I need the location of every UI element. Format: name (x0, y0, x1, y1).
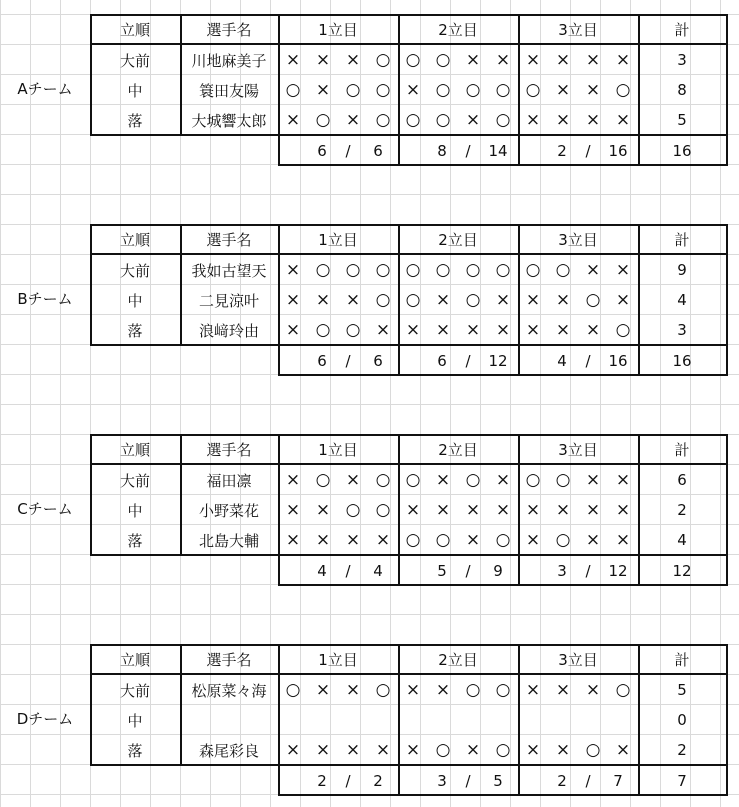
miss-mark: × (315, 680, 331, 700)
empty-mark (338, 705, 368, 735)
round-2-hits: 3 (437, 772, 447, 790)
shooting-position: 中 (127, 711, 143, 730)
miss-mark: × (525, 50, 541, 70)
hit-mark: ○ (435, 80, 451, 100)
grid-line (518, 224, 520, 376)
row-total: 4 (677, 531, 687, 549)
hit-mark: ○ (375, 470, 391, 490)
player-name: 川地麻美子 (191, 51, 267, 70)
grid-line (278, 794, 728, 796)
miss-mark: × (435, 680, 451, 700)
header-round-3: 3立目 (558, 20, 598, 39)
header-order: 立順 (119, 650, 150, 669)
empty-mark (368, 705, 398, 735)
team-total: 16 (672, 142, 692, 160)
miss-mark: × (435, 470, 451, 490)
miss-mark: × (495, 500, 511, 520)
shooting-position: 落 (127, 741, 143, 760)
team-block (0, 644, 739, 796)
miss-mark: × (345, 530, 361, 550)
slash: / (465, 772, 471, 790)
hit-mark: ○ (375, 50, 391, 70)
miss-mark: × (405, 680, 421, 700)
grid-line (278, 374, 728, 376)
miss-mark: × (345, 110, 361, 130)
miss-mark: × (315, 500, 331, 520)
round-1-cumulative: 4 (373, 562, 383, 580)
miss-mark: × (585, 110, 601, 130)
round-2-cumulative: 12 (488, 352, 508, 370)
round-3-cumulative: 16 (608, 142, 628, 160)
round-3-hits: 2 (557, 142, 567, 160)
team-label: Dチーム (16, 710, 74, 728)
miss-mark: × (555, 680, 571, 700)
miss-mark: × (435, 320, 451, 340)
miss-mark: × (285, 740, 301, 760)
miss-mark: × (525, 320, 541, 340)
grid-line (90, 434, 728, 436)
miss-mark: × (555, 80, 571, 100)
hit-mark: ○ (375, 260, 391, 280)
hit-mark: ○ (465, 290, 481, 310)
row-total: 2 (677, 741, 687, 759)
grid-line (726, 224, 728, 376)
round-2-hits: 6 (437, 352, 447, 370)
row-total: 4 (677, 291, 687, 309)
grid-line (90, 644, 728, 646)
empty-mark (428, 705, 458, 735)
player-name: 松原菜々海 (191, 681, 267, 700)
miss-mark: × (315, 50, 331, 70)
grid-line (278, 224, 280, 376)
miss-mark: × (615, 740, 631, 760)
grid-line (90, 554, 728, 556)
miss-mark: × (555, 50, 571, 70)
grid-line (278, 644, 280, 796)
grid-line (518, 14, 520, 166)
player-name: 小野菜花 (198, 501, 259, 520)
slash: / (345, 562, 351, 580)
hit-mark: ○ (375, 80, 391, 100)
header-round-2: 2立目 (438, 650, 478, 669)
player-name: 森尾彩良 (198, 741, 259, 760)
grid-line (90, 14, 92, 136)
round-2-cumulative: 14 (488, 142, 508, 160)
header-total: 計 (674, 650, 690, 669)
slash: / (465, 562, 471, 580)
miss-mark: × (495, 290, 511, 310)
shooting-position: 大前 (119, 681, 150, 700)
grid-line (278, 584, 728, 586)
header-round-2: 2立目 (438, 440, 478, 459)
miss-mark: × (405, 320, 421, 340)
hit-mark: ○ (315, 110, 331, 130)
hit-mark: ○ (495, 740, 511, 760)
grid-line (90, 224, 728, 226)
row-total: 8 (677, 81, 687, 99)
row-total: 6 (677, 471, 687, 489)
hit-mark: ○ (435, 740, 451, 760)
grid-line (90, 673, 728, 675)
miss-mark: × (615, 290, 631, 310)
row-total: 5 (677, 681, 687, 699)
miss-mark: × (285, 500, 301, 520)
miss-mark: × (345, 470, 361, 490)
hit-mark: ○ (465, 260, 481, 280)
slash: / (585, 562, 591, 580)
header-round-3: 3立目 (558, 440, 598, 459)
player-name: 福田凛 (206, 471, 252, 490)
miss-mark: × (555, 320, 571, 340)
hit-mark: ○ (345, 260, 361, 280)
grid-line (638, 644, 640, 796)
hit-mark: ○ (375, 680, 391, 700)
miss-mark: × (345, 680, 361, 700)
row-total: 3 (677, 321, 687, 339)
miss-mark: × (375, 320, 391, 340)
hit-mark: ○ (555, 470, 571, 490)
miss-mark: × (435, 500, 451, 520)
header-player: 選手名 (206, 650, 252, 669)
grid-line (90, 644, 92, 766)
miss-mark: × (555, 740, 571, 760)
empty-mark (578, 705, 608, 735)
shooting-position: 大前 (119, 261, 150, 280)
hit-mark: ○ (465, 470, 481, 490)
row-total: 2 (677, 501, 687, 519)
shooting-position: 中 (127, 501, 143, 520)
miss-mark: × (285, 110, 301, 130)
hit-mark: ○ (495, 260, 511, 280)
team-block (0, 14, 739, 166)
slash: / (465, 142, 471, 160)
round-3-hits: 2 (557, 772, 567, 790)
grid-line (90, 764, 728, 766)
grid-line (638, 434, 640, 586)
hit-mark: ○ (495, 80, 511, 100)
hit-mark: ○ (585, 740, 601, 760)
header-round-2: 2立目 (438, 230, 478, 249)
hit-mark: ○ (585, 290, 601, 310)
slash: / (345, 772, 351, 790)
hit-mark: ○ (405, 260, 421, 280)
miss-mark: × (465, 500, 481, 520)
round-3-hits: 4 (557, 352, 567, 370)
miss-mark: × (495, 320, 511, 340)
miss-mark: × (585, 470, 601, 490)
grid-line (518, 434, 520, 586)
grid-line (726, 434, 728, 586)
round-3-cumulative: 7 (613, 772, 623, 790)
miss-mark: × (585, 530, 601, 550)
hit-mark: ○ (345, 500, 361, 520)
slash: / (585, 142, 591, 160)
shooting-position: 落 (127, 111, 143, 130)
header-player: 選手名 (206, 230, 252, 249)
miss-mark: × (285, 50, 301, 70)
hit-mark: ○ (405, 290, 421, 310)
miss-mark: × (585, 500, 601, 520)
slash: / (465, 352, 471, 370)
miss-mark: × (465, 110, 481, 130)
empty-mark (518, 705, 548, 735)
grid-line (398, 224, 400, 376)
round-3-cumulative: 16 (608, 352, 628, 370)
miss-mark: × (345, 50, 361, 70)
grid-line (278, 14, 280, 166)
miss-mark: × (615, 50, 631, 70)
team-label: Aチーム (17, 80, 73, 98)
hit-mark: ○ (555, 260, 571, 280)
miss-mark: × (495, 470, 511, 490)
empty-mark (488, 705, 518, 735)
header-round-1: 1立目 (318, 230, 358, 249)
empty-mark (458, 705, 488, 735)
grid-line (398, 14, 400, 166)
hit-mark: ○ (435, 530, 451, 550)
grid-line (726, 644, 728, 796)
round-1-cumulative: 6 (373, 142, 383, 160)
miss-mark: × (285, 530, 301, 550)
miss-mark: × (285, 470, 301, 490)
shooting-position: 大前 (119, 51, 150, 70)
slash: / (585, 352, 591, 370)
hit-mark: ○ (465, 80, 481, 100)
header-order: 立順 (119, 230, 150, 249)
miss-mark: × (375, 740, 391, 760)
team-label: Cチーム (17, 500, 73, 518)
empty-mark (608, 705, 638, 735)
hit-mark: ○ (285, 80, 301, 100)
grid-line (726, 14, 728, 166)
hit-mark: ○ (345, 80, 361, 100)
hit-mark: ○ (345, 320, 361, 340)
hit-mark: ○ (495, 530, 511, 550)
miss-mark: × (345, 290, 361, 310)
player-name: 大城響太郎 (191, 111, 267, 130)
miss-mark: × (285, 320, 301, 340)
hit-mark: ○ (525, 260, 541, 280)
header-player: 選手名 (206, 440, 252, 459)
round-2-hits: 5 (437, 562, 447, 580)
player-name: 我如古望天 (191, 261, 267, 280)
grid-line (638, 224, 640, 376)
miss-mark: × (585, 50, 601, 70)
miss-mark: × (465, 740, 481, 760)
grid-line (90, 224, 92, 346)
team-total: 16 (672, 352, 692, 370)
header-round-3: 3立目 (558, 650, 598, 669)
empty-mark (308, 705, 338, 735)
player-name (180, 705, 278, 735)
hit-mark: ○ (405, 530, 421, 550)
hit-mark: ○ (555, 530, 571, 550)
miss-mark: × (555, 500, 571, 520)
hit-mark: ○ (375, 500, 391, 520)
grid-line (180, 224, 182, 346)
team-label: Bチーム (17, 290, 73, 308)
hit-mark: ○ (435, 110, 451, 130)
miss-mark: × (405, 80, 421, 100)
round-1-hits: 4 (317, 562, 327, 580)
hit-mark: ○ (495, 110, 511, 130)
hit-mark: ○ (435, 260, 451, 280)
miss-mark: × (285, 290, 301, 310)
hit-mark: ○ (285, 680, 301, 700)
header-total: 計 (674, 440, 690, 459)
round-1-cumulative: 2 (373, 772, 383, 790)
hit-mark: ○ (405, 110, 421, 130)
empty-mark (398, 705, 428, 735)
miss-mark: × (315, 530, 331, 550)
miss-mark: × (465, 530, 481, 550)
round-1-cumulative: 6 (373, 352, 383, 370)
miss-mark: × (315, 290, 331, 310)
miss-mark: × (315, 80, 331, 100)
hit-mark: ○ (615, 680, 631, 700)
round-1-hits: 2 (317, 772, 327, 790)
grid-line (180, 644, 182, 766)
row-total: 5 (677, 111, 687, 129)
miss-mark: × (405, 740, 421, 760)
team-total: 7 (677, 772, 687, 790)
hit-mark: ○ (615, 80, 631, 100)
row-total: 3 (677, 51, 687, 69)
hit-mark: ○ (315, 320, 331, 340)
shooting-position: 大前 (119, 471, 150, 490)
header-round-3: 3立目 (558, 230, 598, 249)
header-round-1: 1立目 (318, 20, 358, 39)
miss-mark: × (525, 290, 541, 310)
round-2-cumulative: 9 (493, 562, 503, 580)
round-3-hits: 3 (557, 562, 567, 580)
header-round-2: 2立目 (438, 20, 478, 39)
header-round-1: 1立目 (318, 440, 358, 459)
grid-line (90, 463, 728, 465)
miss-mark: × (435, 290, 451, 310)
miss-mark: × (525, 500, 541, 520)
shooting-position: 中 (127, 81, 143, 100)
header-order: 立順 (119, 20, 150, 39)
grid-line (90, 14, 728, 16)
round-2-cumulative: 5 (493, 772, 503, 790)
miss-mark: × (465, 320, 481, 340)
grid-line (638, 14, 640, 166)
grid-line (90, 344, 728, 346)
hit-mark: ○ (405, 470, 421, 490)
row-total: 0 (677, 711, 687, 729)
grid-line (90, 434, 92, 556)
team-block (0, 224, 739, 376)
hit-mark: ○ (435, 50, 451, 70)
shooting-position: 落 (127, 321, 143, 340)
miss-mark: × (525, 740, 541, 760)
miss-mark: × (555, 110, 571, 130)
grid-line (278, 434, 280, 586)
shooting-position: 落 (127, 531, 143, 550)
hit-mark: ○ (495, 680, 511, 700)
player-name: 簑田友陽 (198, 81, 259, 100)
round-3-cumulative: 12 (608, 562, 628, 580)
hit-mark: ○ (615, 320, 631, 340)
miss-mark: × (585, 260, 601, 280)
hit-mark: ○ (315, 470, 331, 490)
miss-mark: × (375, 530, 391, 550)
slash: / (585, 772, 591, 790)
miss-mark: × (585, 80, 601, 100)
miss-mark: × (465, 50, 481, 70)
empty-mark (278, 705, 308, 735)
hit-mark: ○ (375, 110, 391, 130)
round-2-hits: 8 (437, 142, 447, 160)
hit-mark: ○ (405, 50, 421, 70)
empty-mark (548, 705, 578, 735)
team-total: 12 (672, 562, 692, 580)
miss-mark: × (615, 470, 631, 490)
miss-mark: × (585, 680, 601, 700)
hit-mark: ○ (525, 470, 541, 490)
miss-mark: × (315, 740, 331, 760)
miss-mark: × (615, 530, 631, 550)
hit-mark: ○ (465, 680, 481, 700)
grid-line (180, 14, 182, 136)
header-order: 立順 (119, 440, 150, 459)
hit-mark: ○ (525, 80, 541, 100)
slash: / (345, 142, 351, 160)
miss-mark: × (495, 50, 511, 70)
team-block (0, 434, 739, 586)
miss-mark: × (345, 740, 361, 760)
grid-line (90, 253, 728, 255)
miss-mark: × (285, 260, 301, 280)
header-round-1: 1立目 (318, 650, 358, 669)
grid-line (278, 164, 728, 166)
miss-mark: × (525, 530, 541, 550)
round-1-hits: 6 (317, 142, 327, 160)
grid-line (518, 644, 520, 796)
hit-mark: ○ (375, 290, 391, 310)
header-player: 選手名 (206, 20, 252, 39)
grid-line (180, 434, 182, 556)
player-name: 二見涼叶 (198, 291, 259, 310)
row-total: 9 (677, 261, 687, 279)
player-name: 浪﨑玲由 (198, 321, 259, 340)
miss-mark: × (615, 500, 631, 520)
header-total: 計 (674, 20, 690, 39)
miss-mark: × (525, 110, 541, 130)
hit-mark: ○ (315, 260, 331, 280)
grid-line (90, 43, 728, 45)
miss-mark: × (615, 110, 631, 130)
grid-line (398, 434, 400, 586)
miss-mark: × (525, 680, 541, 700)
header-total: 計 (674, 230, 690, 249)
player-name: 北島大輔 (198, 531, 259, 550)
miss-mark: × (585, 320, 601, 340)
miss-mark: × (615, 260, 631, 280)
grid-line (90, 134, 728, 136)
slash: / (345, 352, 351, 370)
shooting-position: 中 (127, 291, 143, 310)
round-1-hits: 6 (317, 352, 327, 370)
grid-line (398, 644, 400, 796)
miss-mark: × (405, 500, 421, 520)
miss-mark: × (555, 290, 571, 310)
